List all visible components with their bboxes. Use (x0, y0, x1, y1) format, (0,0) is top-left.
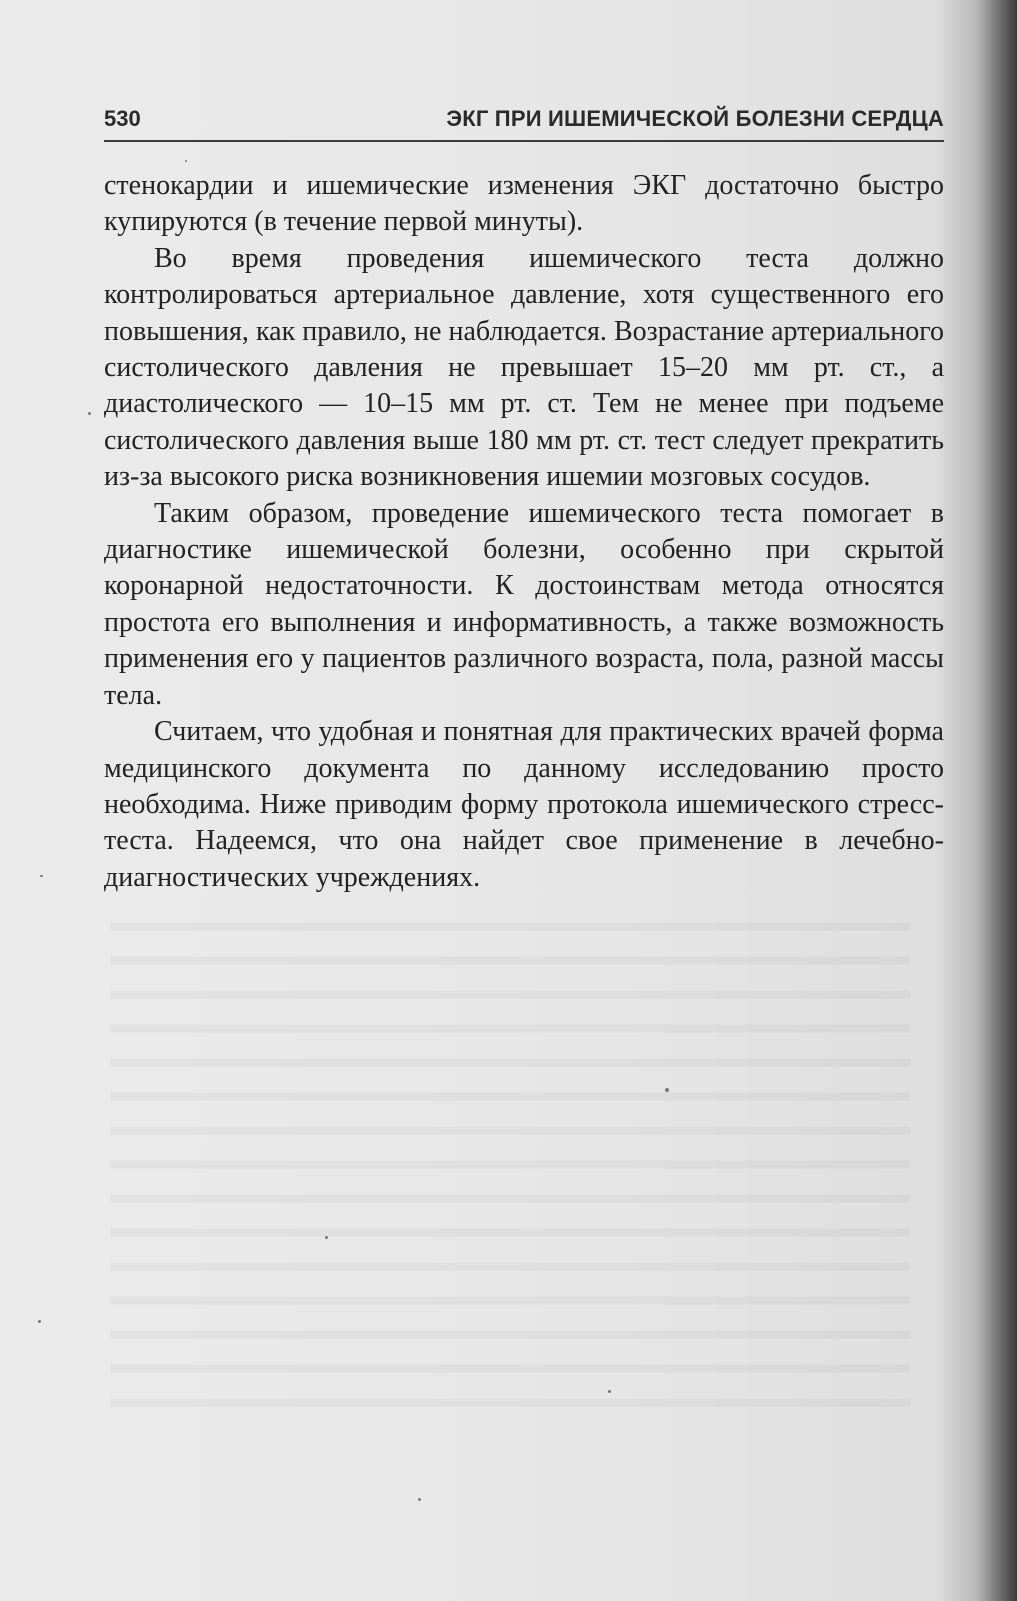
speck (665, 1088, 669, 1092)
speck (608, 1390, 611, 1393)
speck (418, 1498, 421, 1501)
speck (40, 875, 43, 877)
paragraph-blood-pressure: Во время проведения ишемического теста должно контролироваться артериальное давление, хотя существенного его повышения, как правило, не наблюдается. Возрастание артериального систолического давления не превышает 15–20 мм рт. ст., а диастолического — 10–15 мм рт. ст. Тем не менее при подъеме систолического давления выше 180 мм рт. ст. тест следует прекратить из-за высокого риска возникновения ишемии мозговых сосудов. (104, 242, 944, 493)
paragraph-conclusion: Таким образом, проведение ишемического теста помогает в диагностике ишемической болезни, особенно при скрытой коронарной недостаточности. К достоинствам метода относятся простота его выполнения и информативность, а также возможность применения его у пациентов различного возраста, пола, разной массы тела. (104, 497, 944, 711)
paragraph-protocol-form: Считаем, что удобная и понятная для практических врачей форма медицинского документа по данному исследованию просто необходима. Ниже приводим форму протокола ишемического стресс-теста. Надеемся, что она найдет свое применение в лечебно-диагностических учреждениях. (104, 716, 944, 893)
speck (325, 1236, 328, 1239)
paragraph-continuation: стенокардии и ишемические изменения ЭКГ достаточно быстро купируются (в течение первой минуты). (104, 170, 944, 238)
running-head: ЭКГ ПРИ ИШЕМИЧЕСКОЙ БОЛЕЗНИ СЕРДЦА (446, 106, 944, 131)
body-text (104, 168, 944, 896)
speck (88, 412, 91, 415)
page-number: 530 (104, 106, 141, 131)
page-header (104, 100, 944, 142)
show-through-shadow (110, 900, 910, 1420)
speck (38, 1320, 41, 1323)
speck (185, 160, 187, 162)
